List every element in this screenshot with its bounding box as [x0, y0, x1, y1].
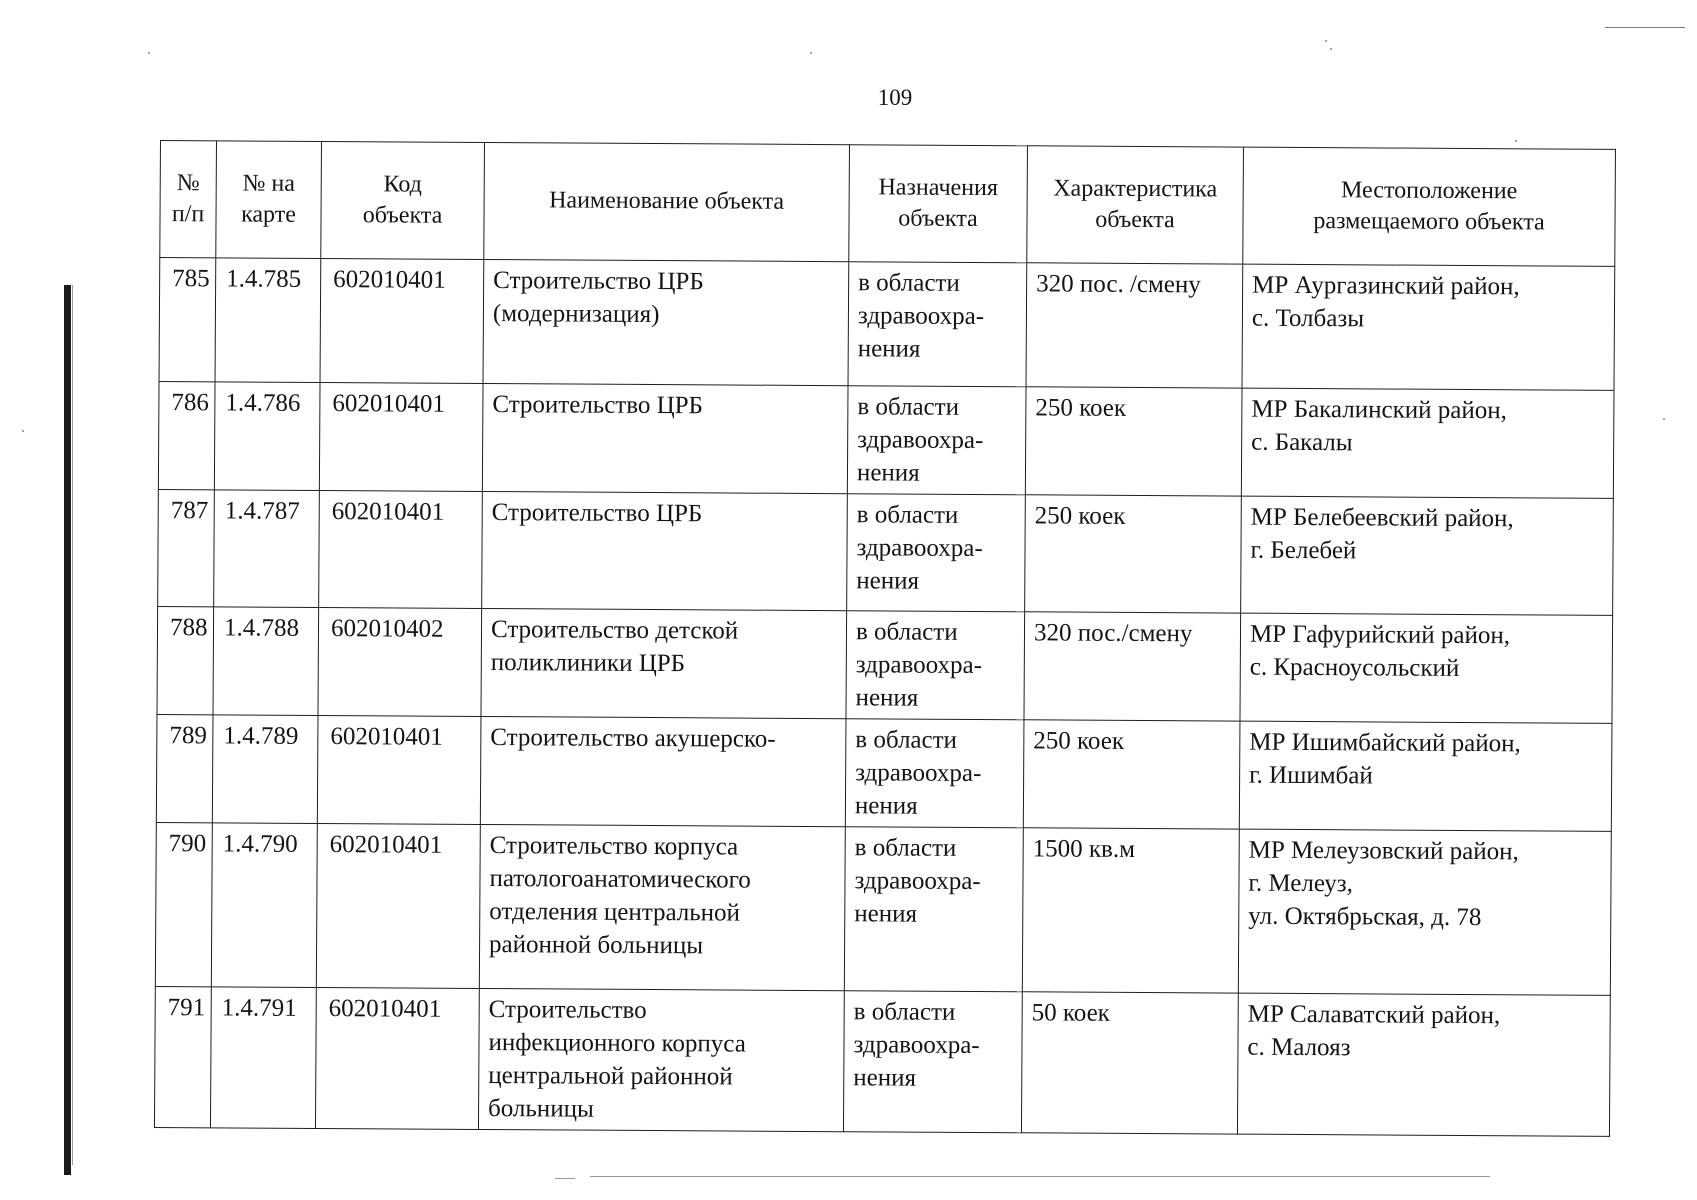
cell-object-location: МР Салаватский район, с. Малояз — [1237, 993, 1610, 1136]
cell-object-characteristic: 320 пос. /смену — [1026, 263, 1243, 388]
cell-map-number: 1.4.785 — [215, 258, 321, 383]
cell-row-number: 788 — [157, 606, 214, 714]
cell-object-purpose: в области здравоохра- нения — [848, 262, 1027, 387]
table-row — [154, 986, 1610, 1136]
cell-row-number: 791 — [154, 986, 211, 1127]
scan-speck — [1663, 418, 1665, 420]
header-map-number: № на карте — [216, 141, 322, 259]
scan-speck — [810, 52, 812, 54]
page-number: 109 — [877, 85, 913, 110]
cell-object-code: 602010401 — [319, 382, 483, 491]
cell-map-number: 1.4.787 — [214, 490, 320, 608]
cell-object-location: МР Аургазинский район, с. Толбазы — [1242, 264, 1615, 390]
cell-object-code: 602010402 — [318, 607, 482, 716]
scan-speck — [1515, 140, 1517, 142]
cell-object-name: Строительство инфекционного корпуса центральной районной больницы — [478, 988, 844, 1131]
header-object-code: Код объекта — [321, 141, 485, 259]
cell-object-purpose: в области здравоохра- нения — [847, 494, 1026, 612]
cell-object-purpose: в области здравоохра- нения — [843, 991, 1022, 1133]
scan-mark-bottom — [590, 1176, 1490, 1177]
table-row — [155, 822, 1611, 995]
table-row — [158, 381, 1614, 498]
cell-object-characteristic: 250 коек — [1023, 720, 1240, 829]
cell-object-purpose: в области здравоохра- нения — [847, 386, 1026, 495]
cell-row-number: 790 — [155, 822, 212, 986]
cell-object-name: Строительство детской поликлиники ЦРБ — [481, 608, 847, 718]
cell-object-code: 602010401 — [316, 823, 480, 988]
cell-map-number: 1.4.788 — [213, 607, 319, 716]
cell-object-name: Строительство корпуса патологоанатомического отделения центральной районной больницы — [479, 824, 845, 990]
cell-object-location: МР Белебеевский район, г. Белебей — [1241, 496, 1614, 615]
cell-map-number: 1.4.790 — [211, 823, 317, 988]
cell-object-characteristic: 50 коек — [1021, 992, 1238, 1134]
objects-table-wrapper — [154, 140, 1615, 1137]
cell-map-number: 1.4.791 — [210, 987, 316, 1129]
scan-speck — [22, 430, 24, 432]
scan-speck — [148, 52, 150, 54]
objects-table — [154, 140, 1616, 1137]
cell-object-characteristic: 1500 кв.м — [1022, 828, 1239, 993]
cell-row-number: 787 — [158, 489, 215, 606]
table-row — [156, 714, 1612, 831]
table-header-row — [160, 141, 1616, 267]
scan-mark-bottom-short — [555, 1178, 575, 1179]
cell-object-location: МР Мелеузовский район, г. Мелеуз, ул. Октябрьская, д. 78 — [1238, 829, 1611, 995]
table-row — [158, 489, 1614, 615]
cell-object-location: МР Гафурийский район, с. Красноусольский — [1240, 613, 1613, 723]
cell-object-purpose: в области здравоохра- нения — [845, 719, 1024, 828]
scan-speck — [1330, 48, 1332, 50]
cell-object-purpose: в области здравоохра- нения — [846, 611, 1025, 720]
scan-speck — [1325, 40, 1327, 42]
scan-binding-edge — [64, 285, 71, 1175]
cell-object-name: Строительство ЦРБ — [482, 383, 848, 493]
cell-row-number: 789 — [156, 714, 213, 822]
cell-object-name: Строительство ЦРБ — [482, 491, 848, 610]
cell-row-number: 786 — [158, 381, 215, 489]
cell-object-characteristic: 250 коек — [1025, 495, 1242, 613]
scan-mark-top — [1605, 27, 1685, 28]
cell-object-code: 602010401 — [319, 490, 483, 608]
cell-object-characteristic: 250 коек — [1025, 387, 1242, 496]
header-row-number: № п/п — [160, 141, 217, 258]
cell-map-number: 1.4.786 — [214, 382, 320, 491]
scan-binding-edge-thin — [72, 285, 73, 1165]
cell-object-code: 602010401 — [320, 258, 484, 383]
cell-object-code: 602010401 — [315, 987, 479, 1129]
table-row — [159, 258, 1615, 391]
header-object-characteristic: Характеристика объекта — [1027, 146, 1244, 264]
cell-object-code: 602010401 — [317, 715, 481, 824]
cell-map-number: 1.4.789 — [212, 715, 318, 824]
cell-object-location: МР Бакалинский район, с. Бакалы — [1241, 388, 1614, 498]
cell-object-characteristic: 320 пос./смену — [1024, 612, 1241, 721]
cell-object-name: Строительство акушерско- — [480, 716, 846, 826]
cell-object-purpose: в области здравоохра- нения — [844, 827, 1023, 992]
cell-row-number: 785 — [159, 258, 216, 382]
table-row — [157, 606, 1613, 723]
header-object-location: Местоположение размещаемого объекта — [1243, 147, 1616, 266]
header-object-purpose: Назначения объекта — [849, 145, 1028, 263]
cell-object-location: МР Ишимбайский район, г. Ишимбай — [1239, 721, 1612, 831]
header-object-name: Наименование объекта — [484, 142, 850, 261]
cell-object-name: Строительство ЦРБ (модернизация) — [483, 259, 849, 385]
